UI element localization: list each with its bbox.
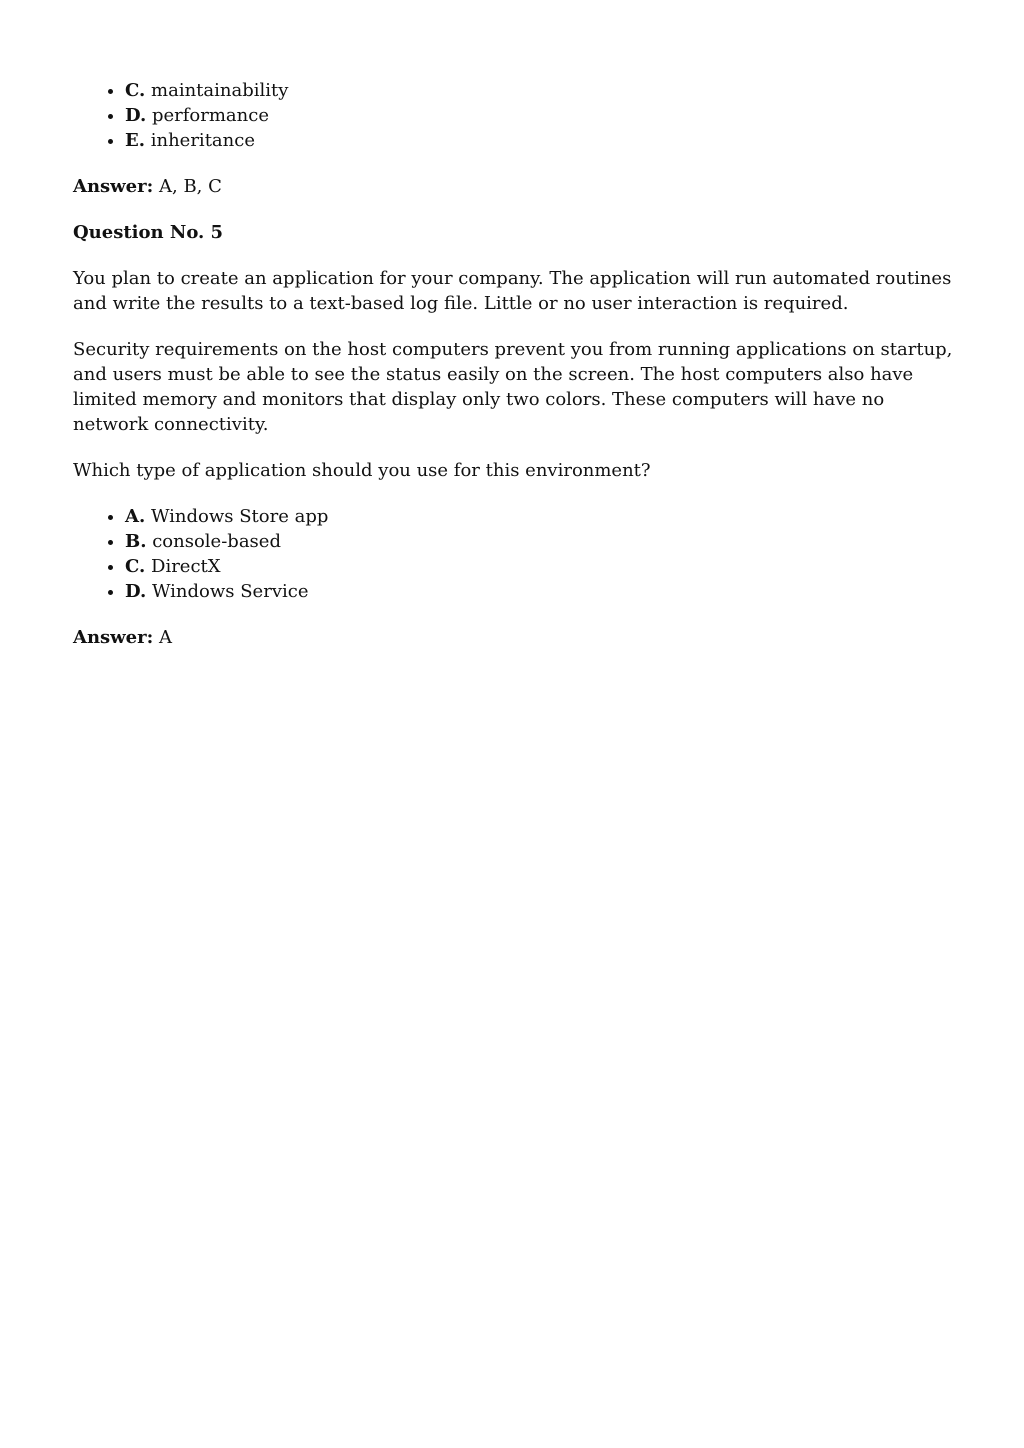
- answer-label: Answer:: [73, 627, 154, 648]
- question-answer: [73, 625, 953, 650]
- option-text: Windows Store app: [150, 506, 329, 527]
- question-options-list: [73, 504, 953, 604]
- answer-value: A: [159, 627, 172, 648]
- option-letter: E.: [125, 130, 145, 151]
- option-item: [125, 128, 953, 153]
- option-item: [125, 78, 953, 103]
- question-paragraph: Security requirements on the host computers prevent you from running applications on startup, and users must be able to see the status easily on the screen. The host computers also have limited memory and monitors that display only two colors. These computers will have no network connectivity.: [73, 339, 953, 435]
- question-heading: Question No. 5: [73, 222, 224, 243]
- option-letter: B.: [125, 531, 147, 552]
- option-item: [125, 504, 953, 529]
- option-letter: C.: [125, 556, 146, 577]
- option-letter: A.: [125, 506, 146, 527]
- option-text: console-based: [152, 531, 281, 552]
- option-letter: D.: [125, 581, 147, 602]
- question-prompt: Which type of application should you use for this environment?: [73, 460, 651, 481]
- document-page: [73, 78, 953, 650]
- option-text: Windows Service: [151, 581, 309, 602]
- prev-options-list: [73, 78, 953, 153]
- option-text: performance: [151, 105, 269, 126]
- answer-label: Answer:: [73, 176, 154, 197]
- option-text: maintainability: [151, 80, 289, 101]
- option-text: inheritance: [150, 130, 255, 151]
- option-letter: D.: [125, 105, 147, 126]
- option-item: [125, 579, 953, 604]
- option-item: [125, 554, 953, 579]
- answer-value: A, B, C: [159, 176, 222, 197]
- question-paragraph: You plan to create an application for your company. The application will run automated routines and write the results to a text-based log file. Little or no user interaction is required.: [73, 268, 952, 314]
- option-text: DirectX: [151, 556, 221, 577]
- option-item: [125, 529, 953, 554]
- option-letter: C.: [125, 80, 146, 101]
- prev-answer: [73, 174, 953, 199]
- option-item: [125, 103, 953, 128]
